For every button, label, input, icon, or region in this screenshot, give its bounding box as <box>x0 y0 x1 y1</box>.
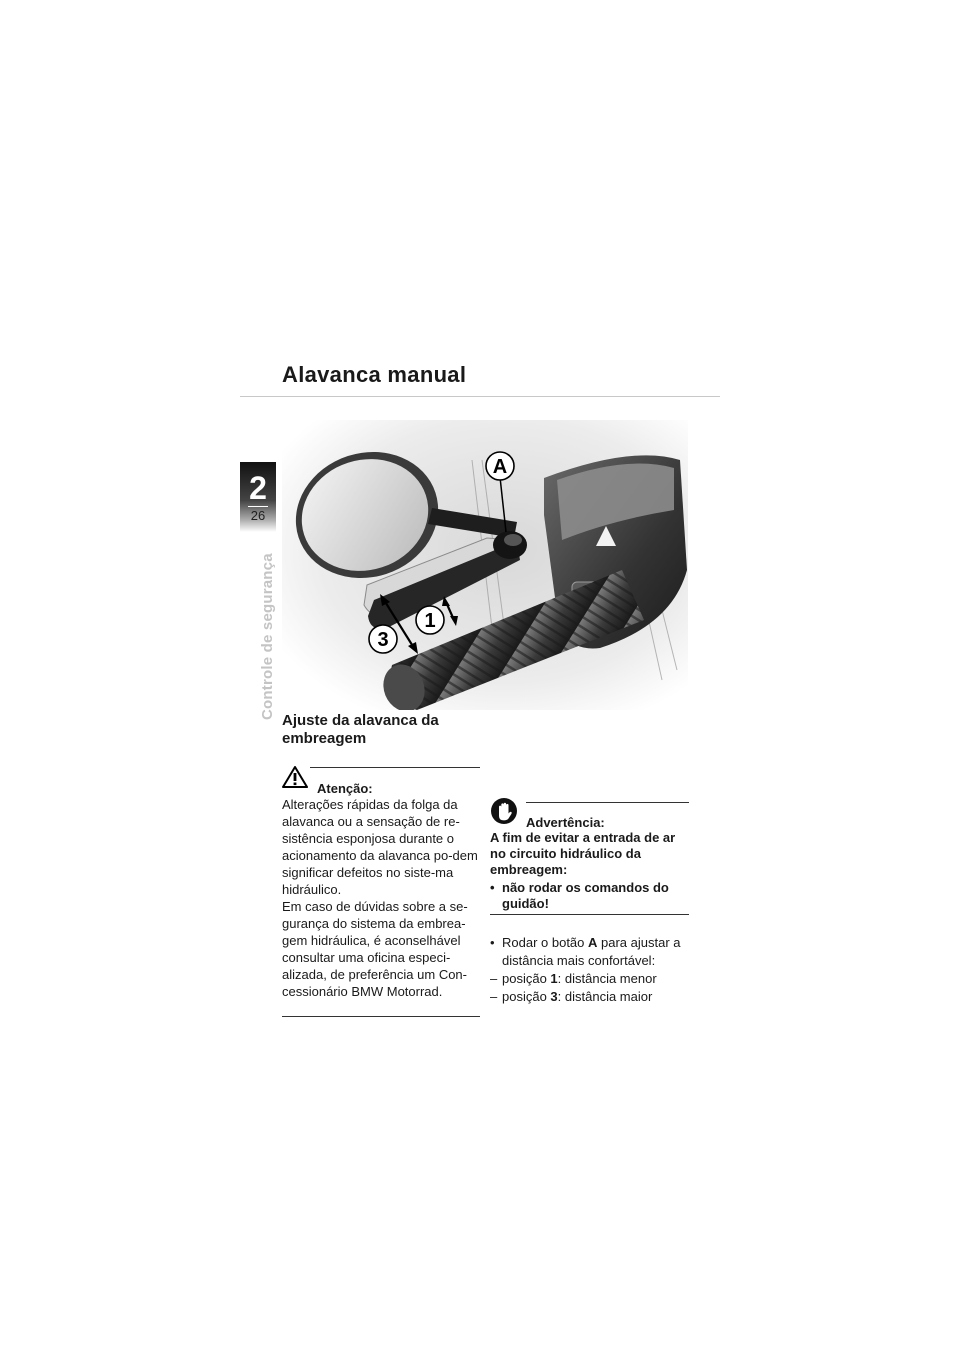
pos3-pre: posição <box>502 989 551 1004</box>
chapter-underline <box>248 506 268 507</box>
warning-body-text: Alterações rápidas da folga da alavanca ou a sensação de re-sistência esponjosa durante o acionamento da alavanca po-dem significar defeitos no siste-ma hidráulico. Em caso de dúvidas sobre a se-gurança do sistema da embrea-gem hidráulica, é aconselhável consultar uma oficina especi-alizada, de preferência um Con-cessionário BMW Motorrad. <box>282 797 478 999</box>
bullet-marker: • <box>490 935 495 950</box>
callout-1-label: 1 <box>424 610 436 632</box>
title-divider <box>240 396 720 397</box>
pos3-key: 3 <box>550 989 558 1004</box>
pos1-post: : distância menor <box>557 971 657 986</box>
instruction-step-text <box>502 934 700 970</box>
exclamation-triangle-icon <box>282 765 308 789</box>
chapter-number: 2 <box>249 470 267 506</box>
side-chapter-label: Controle de segurança <box>259 553 276 720</box>
instruction-position-1 <box>490 970 700 988</box>
position-3-text <box>502 988 652 1006</box>
warning-top-rule <box>310 767 480 768</box>
step-text-post: para ajustar a distância mais confortável: <box>502 935 681 968</box>
callout-a <box>486 452 514 480</box>
instructions-list <box>490 934 700 1006</box>
instruction-step <box>490 934 700 970</box>
advertencia-bullet-item <box>490 880 690 912</box>
pos1-pre: posição <box>502 971 551 986</box>
advertencia-heading: Advertência: <box>526 815 605 830</box>
page-title: Alavanca manual <box>282 362 467 387</box>
page-number: 26 <box>250 508 266 523</box>
pos3-post: : distância maior <box>557 989 653 1004</box>
warning-body <box>282 796 482 1000</box>
callout-3 <box>369 625 397 653</box>
callout-a-label: A <box>492 456 508 478</box>
warning-heading: Atenção: <box>317 781 373 796</box>
advertencia-bottom-rule <box>490 914 689 915</box>
adjuster-knob <box>493 531 527 559</box>
bullet-marker: • <box>490 880 495 895</box>
clutch-lever-illustration <box>282 420 688 710</box>
callout-3-label: 3 <box>377 629 389 651</box>
advertencia-top-rule <box>526 802 689 803</box>
position-1-text <box>502 970 657 988</box>
section-title: Ajuste da alavanca da embreagem <box>282 712 439 747</box>
warning-bottom-rule <box>282 1016 480 1017</box>
callout-1 <box>416 606 444 634</box>
stop-hand-icon <box>490 797 518 825</box>
advertencia-bullet-text: não rodar os comandos do guidão! <box>502 880 669 911</box>
advertencia-intro: A fim de evitar a entrada de ar no circuito hidráulico da embreagem: <box>490 830 676 877</box>
step-key-a: A <box>588 935 598 950</box>
instruction-position-3 <box>490 988 700 1006</box>
pos1-key: 1 <box>550 971 558 986</box>
dash-marker: – <box>490 989 498 1004</box>
dash-marker: – <box>490 971 498 986</box>
step-text-pre: Rodar o botão <box>502 935 589 950</box>
